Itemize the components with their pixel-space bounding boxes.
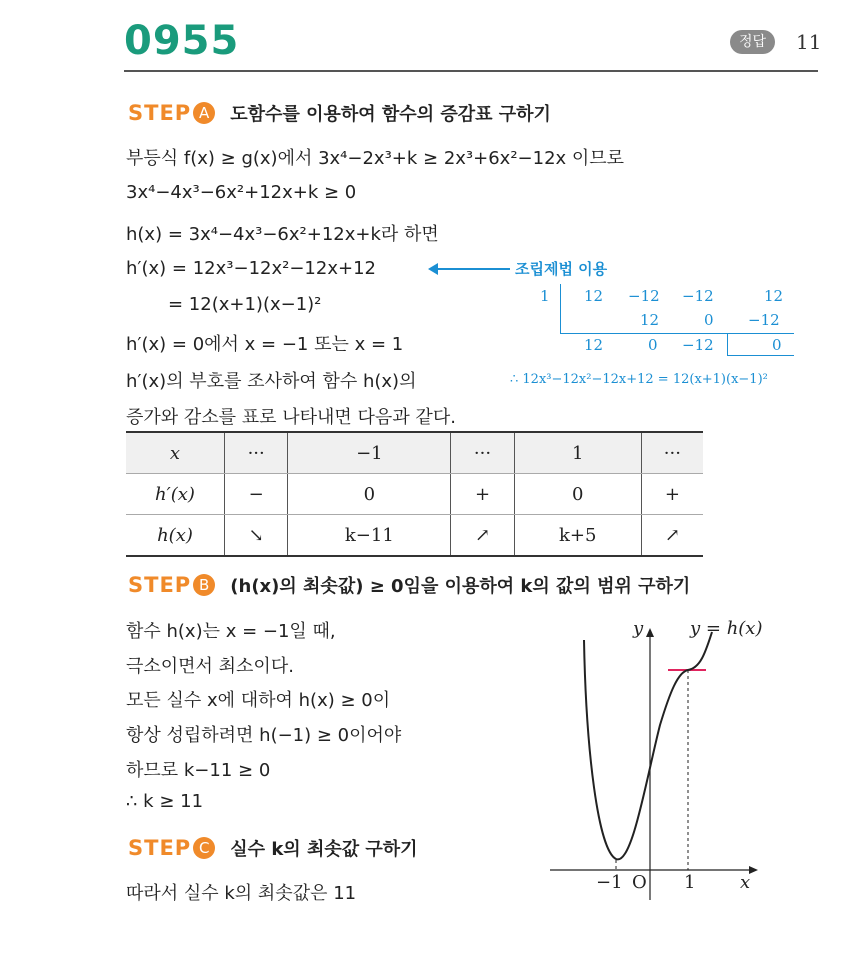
- syn-r3-c1: 12: [584, 336, 604, 354]
- tick-one: 1: [684, 872, 696, 893]
- text-line-1: 부등식 f(x) ≥ g(x)에서 3x⁴−2x³+k ≥ 2x³+6x²−12x 이므로: [126, 148, 625, 169]
- text-line-6: h′(x) = 0에서 x = −1 또는 x = 1: [126, 334, 404, 355]
- tick-origin: O: [632, 872, 647, 893]
- syn-r2-c3: −12: [748, 311, 780, 329]
- text-line-7: h′(x)의 부호를 조사하여 함수 h(x)의: [126, 371, 417, 392]
- x-axis-label: x: [740, 872, 751, 893]
- table-row: [126, 474, 703, 515]
- table-row: [126, 515, 703, 557]
- text-line-3: h(x) = 3x⁴−4x³−6x²+12x+k라 하면: [126, 224, 439, 245]
- syn-r1-c1: 12: [584, 287, 604, 305]
- step-b-title: (h(x)의 최솟값) ≥ 0임을 이용하여 k의 값의 범위 구하기: [230, 576, 691, 597]
- step-c-heading: [128, 835, 418, 861]
- b-line-5: 하므로 k−11 ≥ 0: [126, 760, 271, 781]
- step-a-letter: A: [193, 102, 215, 124]
- table-cell: −1: [288, 432, 451, 474]
- problem-number: 0955: [124, 18, 240, 64]
- table-cell: 1: [514, 432, 641, 474]
- step-b-letter: B: [193, 574, 215, 596]
- tick-minus-one: −1: [596, 872, 623, 893]
- table-cell: ···: [451, 432, 514, 474]
- synthetic-result: ∴ 12x³−12x²−12x+12 = 12(x+1)(x−1)²: [510, 372, 768, 387]
- syn-r2-c2: 0: [704, 311, 714, 329]
- c-line: 따라서 실수 k의 최솟값은 11: [126, 883, 357, 904]
- b-line-4: 항상 성립하려면 h(−1) ≥ 0이어야: [126, 725, 402, 746]
- b-line-6: ∴ k ≥ 11: [126, 791, 204, 812]
- variation-table: [126, 431, 703, 557]
- text-line-2: 3x⁴−4x³−6x²+12x+k ≥ 0: [126, 182, 357, 203]
- function-graph: [540, 610, 830, 900]
- table-cell: k−11: [288, 515, 451, 557]
- curve-h: [584, 632, 712, 859]
- synthetic-hbar: [560, 333, 794, 334]
- left-arrow-icon: [430, 268, 510, 270]
- step-c-label: STEP: [128, 836, 192, 860]
- synthetic-label: 조립제법 이용: [515, 260, 608, 278]
- table-cell: ↗: [451, 515, 514, 557]
- table-cell: +: [641, 474, 703, 515]
- text-line-5: = 12(x+1)(x−1)²: [168, 294, 322, 315]
- table-cell: k+5: [514, 515, 641, 557]
- text-line-4: h′(x) = 12x³−12x²−12x+12: [126, 258, 376, 279]
- step-a-heading: [128, 100, 551, 126]
- step-c-letter: C: [193, 837, 215, 859]
- step-a-label: STEP: [128, 101, 192, 125]
- page-number: 11: [796, 30, 822, 54]
- table-cell: ↘: [225, 515, 288, 557]
- text-line-8: 증가와 감소를 표로 나타내면 다음과 같다.: [126, 407, 456, 428]
- syn-r1-c2: −12: [628, 287, 660, 305]
- curve-label: y = h(x): [690, 618, 763, 639]
- synthetic-divisor: 1: [540, 287, 550, 305]
- table-cell: ↗: [641, 515, 703, 557]
- table-cell: h(x): [126, 515, 225, 557]
- table-cell: 0: [288, 474, 451, 515]
- step-a-title: 도함수를 이용하여 함수의 증감표 구하기: [230, 104, 551, 125]
- syn-r2-c1: 12: [640, 311, 660, 329]
- table-cell: +: [451, 474, 514, 515]
- table-cell: h′(x): [126, 474, 225, 515]
- synthetic-remainder-bar: [727, 333, 728, 355]
- syn-r3-c3: −12: [682, 336, 714, 354]
- synthetic-remainder-base: [727, 355, 794, 356]
- syn-r1-c3: −12: [682, 287, 714, 305]
- answer-badge: 정답: [730, 30, 775, 54]
- b-line-3: 모든 실수 x에 대하여 h(x) ≥ 0이: [126, 690, 391, 711]
- table-row: [126, 432, 703, 474]
- step-b-label: STEP: [128, 573, 192, 597]
- y-axis-label: y: [633, 618, 644, 639]
- header-divider: [124, 70, 818, 72]
- table-cell: −: [225, 474, 288, 515]
- step-c-title: 실수 k의 최솟값 구하기: [230, 839, 418, 860]
- table-cell: 0: [514, 474, 641, 515]
- b-line-1: 함수 h(x)는 x = −1일 때,: [126, 621, 336, 642]
- table-cell: ···: [225, 432, 288, 474]
- synthetic-vbar: [560, 284, 561, 334]
- y-axis-arrow-icon: [646, 628, 654, 637]
- syn-r1-c4: 12: [764, 287, 784, 305]
- x-axis-arrow-icon: [749, 866, 758, 874]
- syn-r3-c2: 0: [648, 336, 658, 354]
- b-line-2: 극소이면서 최소이다.: [126, 656, 294, 677]
- step-b-heading: [128, 572, 690, 598]
- syn-r3-c4: 0: [772, 336, 782, 354]
- table-cell: ···: [641, 432, 703, 474]
- table-cell: x: [126, 432, 225, 474]
